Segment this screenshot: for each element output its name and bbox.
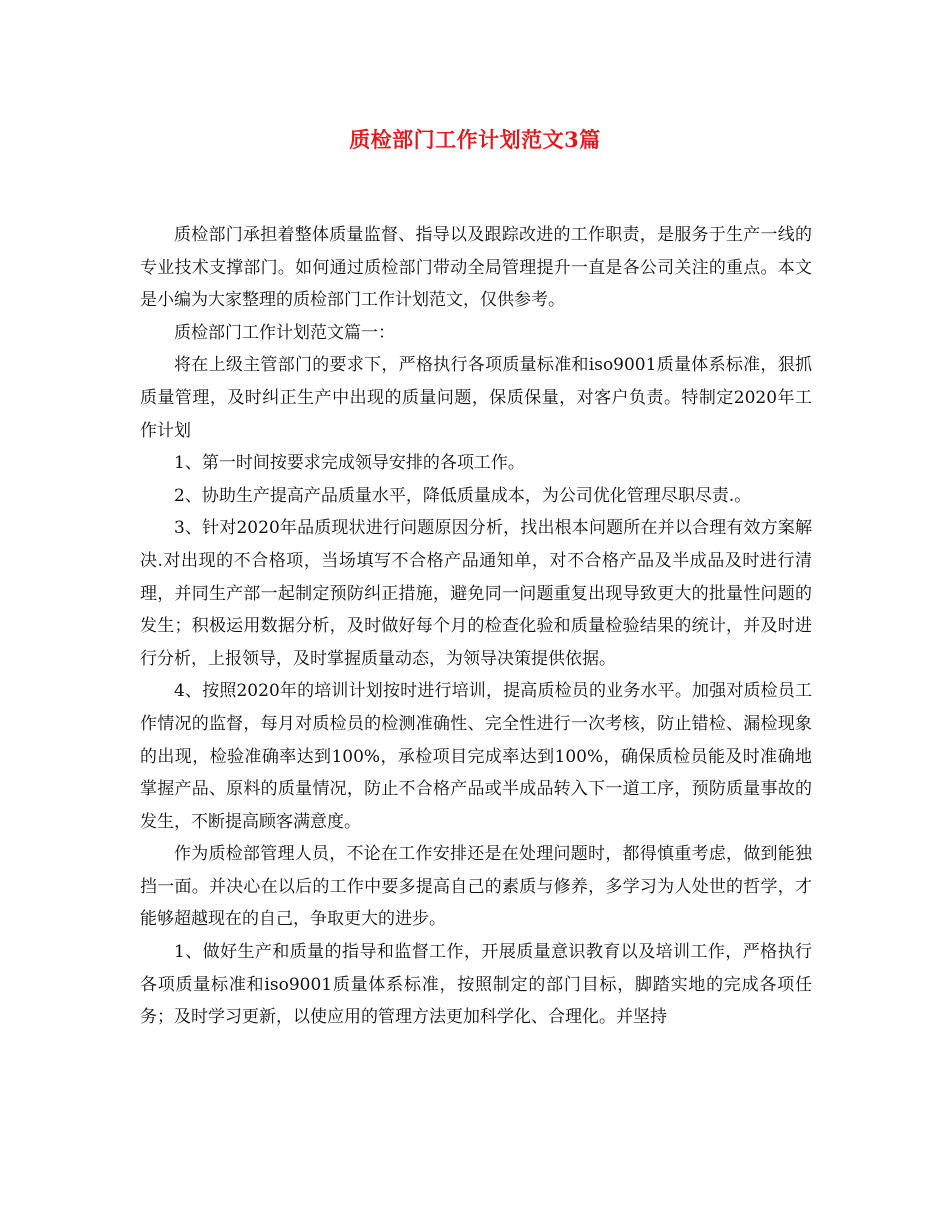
paragraph-item-1: 1、第一时间按要求完成领导安排的各项工作。 (174, 453, 525, 474)
paragraph-item-4: 4、按照2020年的培训计划按时进行培训，提高质检员的业务水平。加强对质检员工作情况的监督，每月对质检员的检测准确性、完全性进行一次考核，防止错检、漏检现象的出现，检验准确率达到100%，承检项目完成率达到100%，确保质检员能及时准确地掌握产品、原料的质量情况，防止不合格产品或半成品转入下一道工序，预防质量事故的发生，不断提高顾客满意度。 (140, 681, 812, 832)
document-title: 质检部门工作计划范文3篇 (349, 127, 601, 152)
paragraph-item-3: 3、针对2020年品质现状进行问题原因分析，找出根本问题所在并以合理有效方案解决.对出现的不合格项，当场填写不合格产品通知单，对不合格产品及半成品及时进行清理，并同生产部一起制定预防纠正措施，避免同一问题重复出现导致更大的批量性问题的发生；积极运用数据分析，及时做好每个月的检查化验和质量检验结果的统计，并及时进行分析，上报领导，及时掌握质量动态，为领导决策提供依据。 (140, 518, 812, 669)
paragraph-item-1-second: 1、做好生产和质量的指导和监督工作，开展质量意识教育以及培训工作，严格执行各项质量标准和iso9001质量体系标准，按照制定的部门目标，脚踏实地的完成各项任务；及时学习更新，以使应用的管理方法更加科学化、合理化。并坚持 (140, 942, 812, 1028)
paragraph-summary: 作为质检部管理人员，不论在工作安排还是在处理问题时，都得慎重考虑，做到能独挡一面。并决心在以后的工作中要多提高自己的素质与修养，多学习为人处世的哲学，才能够超越现在的自己，争取更大的进步。 (140, 844, 812, 930)
paragraph-overview: 将在上级主管部门的要求下，严格执行各项质量标准和iso9001质量体系标准，狠抓质量管理，及时纠正生产中出现的质量问题，保质保量，对客户负责。特制定2020年工作计划 (140, 355, 812, 441)
paragraph-section-heading: 质检部门工作计划范文篇一： (174, 322, 395, 343)
paragraph-item-2: 2、协助生产提高产品质量水平，降低质量成本，为公司优化管理尽职尽责.。 (174, 485, 752, 506)
paragraph-intro: 质检部门承担着整体质量监督、指导以及跟踪改进的工作职责，是服务于生产一线的专业技术支撑部门。如何通过质检部门带动全局管理提升一直是各公司关注的重点。本文是小编为大家整理的质检部门工作计划范文，仅供参考。 (140, 225, 812, 311)
document-body (140, 219, 812, 1034)
